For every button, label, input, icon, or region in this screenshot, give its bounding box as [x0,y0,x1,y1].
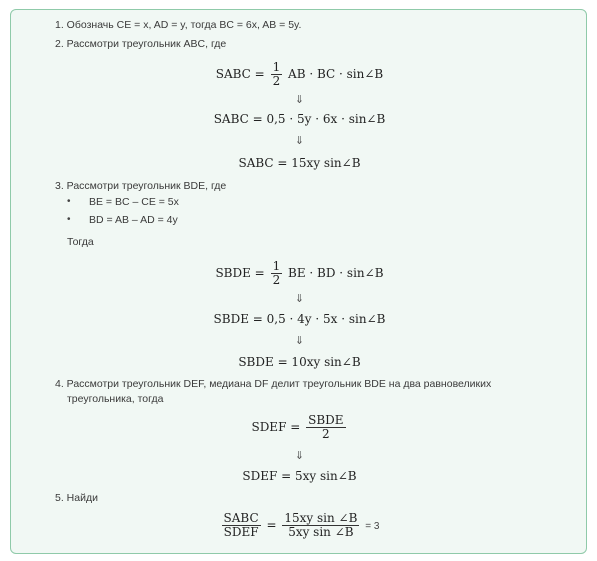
formula-def-2: SDEF = 5xy sin∠B [242,469,357,483]
arrow-down-icon: ⇓ [294,334,305,347]
arrow-down-icon: ⇓ [294,292,305,305]
step-4-line-1: 4. Рассмотри треугольник DEF, медиана DF делит треугольник BDE на два равновеликих [55,378,492,390]
formula-bde-1: SBDE = $\frac{1}{2}$ BE · BD · sin∠B [215,259,384,287]
step-4-line-2: треугольника, тогда [67,393,164,405]
formula-abc-2: SABC = 0,5 · 5y · 6x · sin∠B [213,112,386,126]
formula-final: $\frac{\text{SABC}}{\text{SDEF}}$ = $\frac{\text{15xy sin ∠B}}{\text{5xy sin ∠B}}$ = 3 [223,511,380,539]
step-3-then: Тогда [67,236,94,248]
formula-abc-3: SABC = 15xy sin∠B [238,156,361,170]
step-3-item-bd: BD = AB – AD = 4y [89,214,178,226]
formula-bde-2: SBDE = 0,5 · 4y · 5x · sin∠B [213,312,386,326]
arrow-down-icon: ⇓ [294,93,305,106]
arrow-down-icon: ⇓ [294,134,305,147]
formula-abc-1: SABC = $\frac{1}{2}$ AB · BC · sin∠B [215,60,384,88]
formula-def-1: SDEF = $\frac{\text{SBDE}}{2}$ [251,413,344,441]
step-1: 1. Обозначь CE = x, AD = y, тогда BC = 6x, AB = 5y. [55,19,302,31]
arrow-down-icon: ⇓ [294,449,305,462]
formula-bde-3: SBDE = 10xy sin∠B [238,355,361,369]
step-3-item-be: BE = BC – CE = 5x [89,196,179,208]
bullet-icon: • [67,214,71,225]
bullet-icon: • [67,196,71,207]
solution-panel [10,9,587,554]
step-3: 3. Рассмотри треугольник BDE, где [55,180,227,192]
step-2: 2. Рассмотри треугольник ABC, где [55,38,227,50]
step-5: 5. Найди [55,492,98,504]
